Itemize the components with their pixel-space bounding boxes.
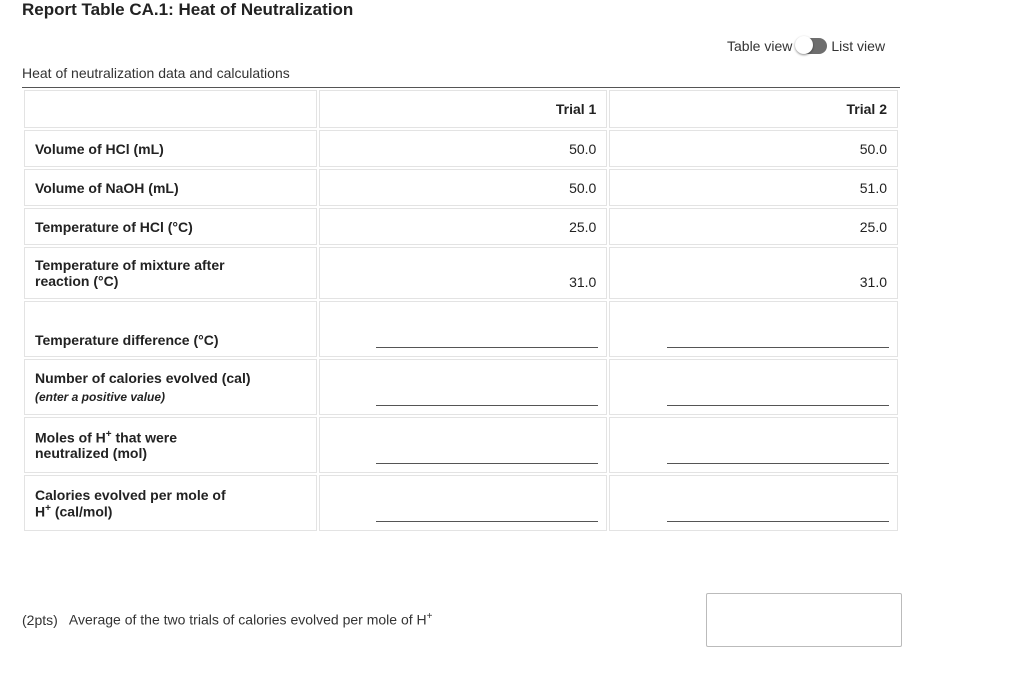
calories-per-mole-trial-2-cell [609,475,898,531]
temperature-difference-trial-1-input[interactable] [376,327,598,348]
page-title: Report Table CA.1: Heat of Neutralization [22,0,354,19]
moles-label-sup: + [105,428,112,440]
toggle-knob [795,36,813,54]
view-toggle-switch[interactable] [797,38,827,54]
average-question [22,611,432,628]
row-label-volume-naoh: Volume of NaOH (mL) [24,169,317,206]
calories-evolved-note: (enter a positive value) [35,390,166,404]
volume-hcl-trial-2: 50.0 [609,130,898,167]
temperature-hcl-trial-1: 25.0 [319,208,608,245]
header-empty-cell [24,90,317,128]
table-view-label[interactable]: Table view [727,38,793,54]
calories-evolved-trial-2-input[interactable] [667,385,889,406]
cal-per-mole-label-post: (cal/mol) [50,503,113,520]
table-row [24,301,898,357]
row-label-temperature-difference: Temperature difference (°C) [24,301,317,357]
table-row [24,359,898,415]
row-label-temperature-hcl: Temperature of HCl (°C) [24,208,317,245]
calories-evolved-trial-1-input[interactable] [376,385,598,406]
row-label-temperature-mixture [24,247,317,299]
moles-neutralized-label-text [35,429,215,462]
moles-neutralized-trial-1-cell [319,417,608,473]
row-label-calories-per-mole [24,475,317,531]
moles-neutralized-trial-2-cell [609,417,898,473]
calories-evolved-label-text: Number of calories evolved (cal) [35,370,251,386]
calories-evolved-trial-2-cell [609,359,898,415]
temperature-difference-trial-2-cell [609,301,898,357]
temperature-hcl-trial-2: 25.0 [609,208,898,245]
data-table [22,88,900,533]
moles-label-post: that were neutralized (mol) [35,429,177,462]
table-row [24,208,898,245]
moles-neutralized-trial-2-input[interactable] [667,443,889,464]
temperature-mixture-trial-1: 31.0 [319,247,608,299]
calories-per-mole-trial-1-cell [319,475,608,531]
table-row [24,417,898,473]
temperature-difference-trial-2-input[interactable] [667,327,889,348]
calories-evolved-trial-1-cell [319,359,608,415]
header-trial-2: Trial 2 [609,90,898,128]
table-row [24,475,898,531]
calories-per-mole-trial-1-input[interactable] [376,501,598,522]
average-calories-input[interactable] [706,593,902,647]
moles-label-pre: Moles of H [35,429,106,446]
view-toggle [727,38,885,54]
moles-neutralized-trial-1-input[interactable] [376,443,598,464]
cal-per-mole-label-pre: Calories evolved per mole of H [35,486,226,520]
header-trial-1: Trial 1 [319,90,608,128]
table-caption: Heat of neutralization data and calculations [22,65,290,81]
points-label: (2pts) [22,611,58,628]
table-row [24,247,898,299]
volume-naoh-trial-2: 51.0 [609,169,898,206]
table-row [24,130,898,167]
cal-per-mole-label-sup: + [45,502,51,514]
header-row [24,90,898,128]
volume-hcl-trial-1: 50.0 [319,130,608,167]
row-label-moles-neutralized [24,417,317,473]
row-label-temperature-mixture-text: Temperature of mixture after reaction (°C) [35,257,225,289]
average-question-sup: + [426,611,433,622]
temperature-difference-trial-1-cell [319,301,608,357]
average-question-text: Average of the two trials of calories evolved per mole of H [68,611,427,628]
table-row [24,169,898,206]
row-label-calories-evolved [24,359,317,415]
row-label-volume-hcl: Volume of HCl (mL) [24,130,317,167]
calories-per-mole-label-text [35,487,245,520]
list-view-label[interactable]: List view [831,38,886,54]
volume-naoh-trial-1: 50.0 [319,169,608,206]
calories-per-mole-trial-2-input[interactable] [667,501,889,522]
temperature-mixture-trial-2: 31.0 [609,247,898,299]
